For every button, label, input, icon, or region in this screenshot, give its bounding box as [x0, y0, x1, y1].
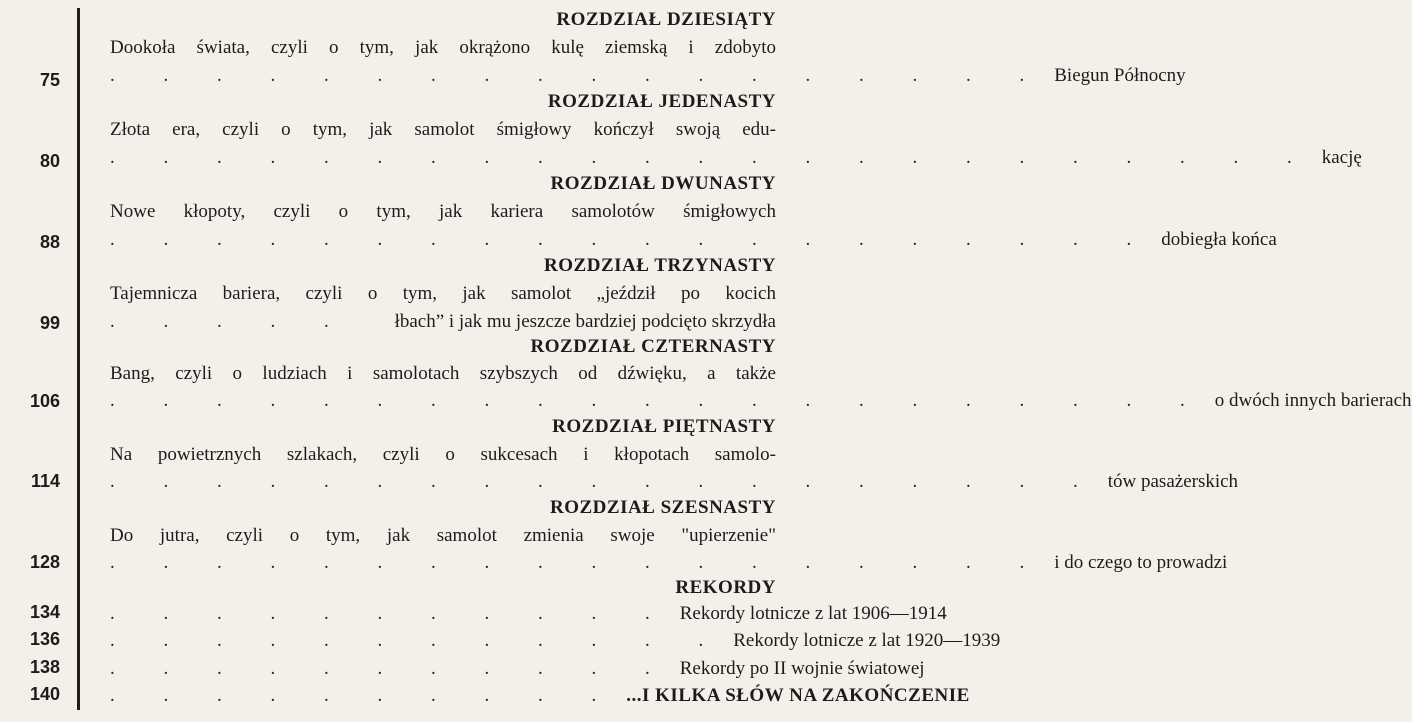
- page-number: 134: [29, 602, 60, 622]
- chapter-title-end: tów pasażerskich: [1107, 471, 1239, 492]
- dot-leader: . . . . . . . . . . . . . . . . . . . .: [110, 229, 1154, 250]
- dot-leader: . . . . . . . . . . .: [110, 658, 672, 679]
- page-number: 88: [39, 232, 60, 252]
- chapter-title-leader: [110, 470, 1239, 494]
- chapter-title-end: o dwóch innych barierach: [1214, 390, 1412, 411]
- closing-title: ...I KILKA SŁÓW NA ZAKOŃCZENIE: [626, 685, 970, 706]
- chapter-title-end: dobiegła końca: [1161, 229, 1277, 250]
- chapter-title-leader: [110, 310, 776, 334]
- chapter-heading: ROZDZIAŁ DWUNASTY: [550, 173, 776, 194]
- chapter-title-end: łbach” i jak mu jeszcze bardziej podcięto skrzydła: [394, 311, 776, 332]
- dot-leader: . . . . . . . . . . .: [110, 603, 672, 624]
- page-number: 138: [29, 657, 60, 677]
- chapter-title-leader: [110, 228, 1277, 252]
- vertical-rule: [77, 8, 80, 710]
- chapter-title-line: Tajemnicza bariera, czyli o tym, jak samolot „jeździł po kocich: [110, 283, 776, 304]
- dot-leader: . . . . .: [110, 311, 351, 332]
- chapter-heading: ROZDZIAŁ DZIESIĄTY: [556, 9, 776, 30]
- chapter-heading: ROZDZIAŁ TRZYNASTY: [544, 255, 776, 276]
- page-number: 128: [29, 552, 60, 572]
- chapter-title-end: kację: [1321, 147, 1362, 168]
- page-number: 114: [30, 471, 60, 491]
- dot-leader: . . . . . . . . . .: [110, 685, 619, 706]
- dot-leader: . . . . . . . . . . . . . . . . . . . . .: [110, 390, 1207, 411]
- chapter-heading: ROZDZIAŁ PIĘTNASTY: [552, 416, 776, 437]
- records-entry: [110, 657, 925, 681]
- chapter-title-leader: [110, 64, 1186, 88]
- chapter-title-leader: [110, 146, 1362, 170]
- page-number-column: [0, 0, 60, 722]
- page-number: 106: [29, 391, 60, 411]
- chapter-title-line: Złota era, czyli o tym, jak samolot śmigłowy kończył swoją edu-: [110, 119, 776, 140]
- records-entry: [110, 629, 1001, 653]
- page-number: 80: [39, 151, 60, 171]
- chapter-title-line: Na powietrznych szlakach, czyli o sukcesach i kłopotach samolo-: [110, 444, 776, 465]
- records-entry: [110, 602, 947, 626]
- dot-leader: . . . . . . . . . . . . . . . . . . .: [110, 471, 1100, 492]
- page-number: 140: [29, 684, 60, 704]
- page-number: 136: [29, 629, 60, 649]
- toc-content: [100, 0, 1412, 722]
- dot-leader: . . . . . . . . . . . .: [110, 630, 726, 651]
- chapter-title-line: Nowe kłopoty, czyli o tym, jak kariera samolotów śmigłowych: [110, 201, 776, 222]
- chapter-title-line: Bang, czyli o ludziach i samolotach szybszych od dźwięku, a także: [110, 363, 776, 384]
- chapter-heading: ROZDZIAŁ SZESNASTY: [550, 497, 776, 518]
- chapter-title-end: Biegun Północny: [1054, 65, 1186, 86]
- records-entry-title: Rekordy lotnicze z lat 1920—1939: [733, 630, 1001, 651]
- chapter-heading: ROZDZIAŁ CZTERNASTY: [530, 336, 776, 357]
- dot-leader: . . . . . . . . . . . . . . . . . .: [110, 552, 1047, 573]
- page-number: 99: [39, 313, 60, 333]
- page-number: 75: [39, 70, 60, 90]
- chapter-title-leader: [110, 389, 1412, 413]
- records-heading: REKORDY: [675, 577, 776, 598]
- closing-entry: [110, 684, 970, 708]
- records-entry-title: Rekordy po II wojnie światowej: [679, 658, 925, 679]
- dot-leader: . . . . . . . . . . . . . . . . . . . . . . .: [110, 147, 1314, 168]
- chapter-title-leader: [110, 551, 1228, 575]
- chapter-heading: ROZDZIAŁ JEDENASTY: [547, 91, 776, 112]
- chapter-title-line: Do jutra, czyli o tym, jak samolot zmienia swoje "upierzenie": [110, 525, 776, 546]
- records-entry-title: Rekordy lotnicze z lat 1906—1914: [679, 603, 947, 624]
- chapter-title-end: i do czego to prowadzi: [1054, 552, 1228, 573]
- dot-leader: . . . . . . . . . . . . . . . . . .: [110, 65, 1047, 86]
- chapter-title-line: Dookoła świata, czyli o tym, jak okrążono kulę ziemską i zdobyto: [110, 37, 776, 58]
